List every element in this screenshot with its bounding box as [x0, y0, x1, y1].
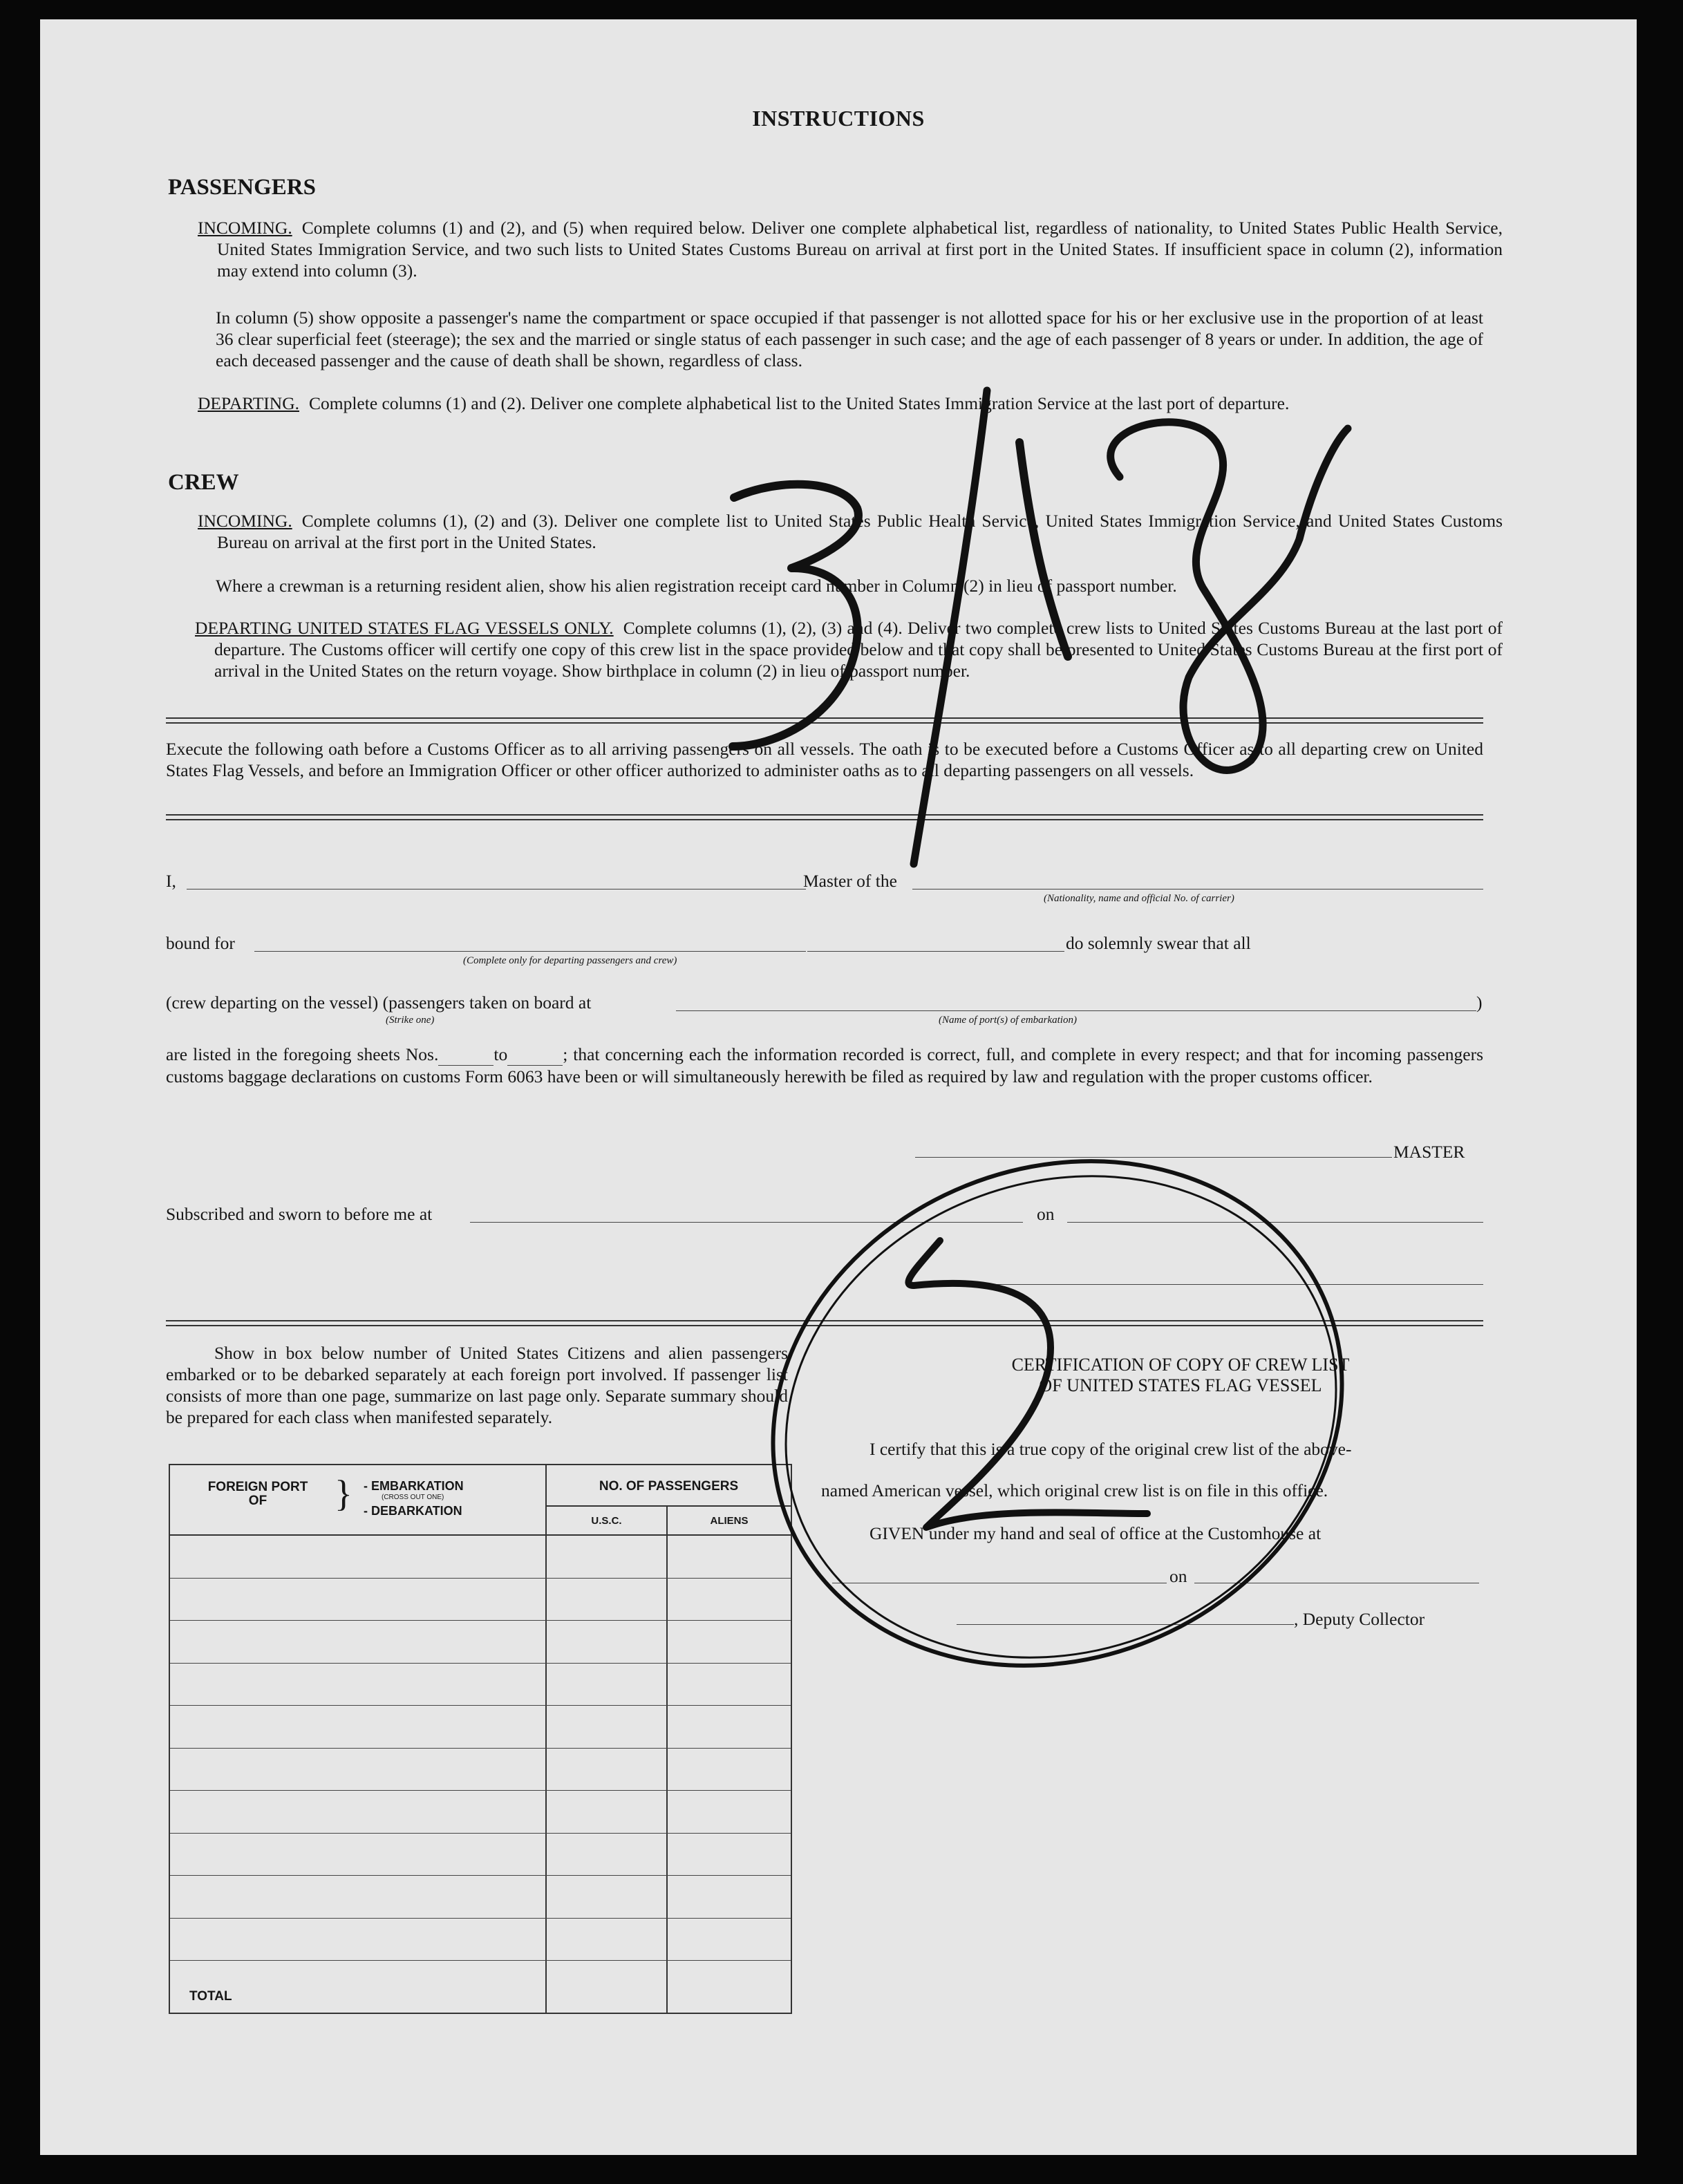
crew-departing-label-oath: (crew departing on the vessel) (passengers taken on board at	[166, 992, 592, 1013]
deputy-collector-label: , Deputy Collector	[1294, 1609, 1425, 1629]
i-label: I,	[166, 871, 176, 891]
sworn-on-label: on	[1037, 1204, 1055, 1224]
passengers-departing-text: Complete columns (1) and (2). Deliver one complete alphabetical list to the United States Immigration Service at the last port of departure.	[309, 393, 1290, 413]
brace-glyph: }	[335, 1473, 352, 1514]
passengers-column5-paragraph: In column (5) show opposite a passenger's name the compartment or space occupied if that passenger is not allotted space for his or her exclusive use in the proportion of at least 36 clear superficial feet (steerage); the sex and the married or single status of each passenger in such case; and the age of each passenger of 8 years or under. In addition, the age of each deceased passenger and the cause of death shall be shown, regardless of class.	[216, 308, 1483, 370]
certification-heading-line1: CERTIFICATION OF COPY OF CREW LIST	[1011, 1355, 1350, 1375]
master-label: MASTER	[1393, 1142, 1465, 1162]
passengers-heading: PASSENGERS	[168, 175, 316, 200]
swear-label: do solemnly swear that all	[1066, 933, 1251, 953]
crew-heading: CREW	[168, 470, 239, 495]
master-of-label: Master of the	[803, 871, 897, 891]
close-paren: )	[1476, 992, 1483, 1013]
crew-departing-label: DEPARTING UNITED STATES FLAG VESSELS ONLY.	[195, 618, 614, 638]
cross-out-label: (CROSS OUT ONE)	[382, 1494, 444, 1501]
subscribed-label: Subscribed and sworn to before me at	[166, 1204, 433, 1224]
crew-departing-text: Complete columns (1), (2), (3) and (4). Deliver two complete crew lists to United States Customs Bureau at the last port of departure. The Customs officer will certify one copy of this crew list in the space provided below and that copy shall be presented to United States Customs Bureau at the first port of arrival in the United States on the return voyage. Show birthplace in column (2) in lieu of passport number.	[214, 618, 1503, 681]
certification-line3: GIVEN under my hand and seal of office at the Customhouse at	[869, 1523, 1322, 1543]
passengers-departing-label: DEPARTING.	[198, 393, 299, 413]
page-title: INSTRUCTIONS	[752, 106, 925, 131]
carrier-caption: (Nationality, name and official No. of carrier)	[1044, 893, 1234, 904]
certification-line2: named American vessel, which original crew list is on file in this office.	[821, 1480, 1328, 1500]
foreign-port-label: FOREIGN PORT OF	[207, 1480, 308, 1508]
handwritten-sheet-number	[733, 390, 1348, 864]
strike-caption: (Strike one)	[386, 1015, 435, 1026]
ports-caption: (Name of port(s) of embarkation)	[939, 1015, 1077, 1026]
crew-resident-paragraph: Where a crewman is a returning resident alien, show his alien registration receipt card number in Column (2) in lieu of passport number.	[216, 576, 1177, 596]
summary-note: Show in box below number of United States Citizens and alien passengers embarked or to be debarked separately at each foreign port involved. If passenger list consists of more than one page, summarize on last page only. Separate summary should be prepared for each class when manifested separately.	[166, 1343, 788, 1427]
sheets-prefix: are listed in the foregoing sheets Nos.	[166, 1044, 439, 1064]
crew-incoming-text: Complete columns (1), (2) and (3). Deliver one complete list to United States Public Health Service, United States Immigration Service, and United States Customs Bureau on arrival at the first port in the United States.	[217, 511, 1503, 552]
certification-on-label: on	[1169, 1566, 1187, 1586]
crew-incoming-label: INCOMING.	[198, 511, 292, 531]
bound-for-label: bound for	[166, 933, 235, 953]
sheets-text: ; that concerning each the information recorded is correct, full, and complete in every respect; and that for incoming passengers customs baggage declarations on customs Form 6063 have been or will simultaneously herewith be filed as required by law and regulation with the proper customs officer.	[166, 1044, 1484, 1086]
certification-heading-line2: OF UNITED STATES FLAG VESSEL	[1039, 1375, 1322, 1395]
no-passengers-label: NO. OF PASSENGERS	[599, 1479, 739, 1494]
total-label: TOTAL	[189, 1989, 232, 2004]
embarkation-label: - EMBARKATION	[364, 1479, 464, 1493]
sheets-to: to	[493, 1044, 508, 1064]
bound-caption: (Complete only for departing passengers and crew)	[463, 955, 677, 966]
aliens-label: ALIENS	[710, 1515, 749, 1527]
certification-line1: I certify that this is a true copy of the original crew list of the above-	[869, 1439, 1352, 1459]
usc-label: U.S.C.	[591, 1515, 622, 1527]
passengers-incoming-text: Complete columns (1) and (2), and (5) when required below. Deliver one complete alphabetical list, regardless of nationality, to United States Public Health Service, United States Immigration Service, and two such lists to United States Customs Bureau on arrival at first port in the United States. If insufficient space in column (2), information may extend into column (3).	[217, 218, 1503, 281]
handwritten-circled-number	[697, 1077, 1419, 1750]
oath-instruction: Execute the following oath before a Customs Officer as to all arriving passengers on all vessels. The oath is to be executed before a Customs Officer as to all departing crew on United States Flag Vessels, and before an Immigration Officer or other officer authorized to administer oaths as to all departing passengers on all vessels.	[166, 739, 1483, 780]
debarkation-label: - DEBARKATION	[364, 1504, 462, 1518]
passengers-incoming-label: INCOMING.	[198, 218, 292, 238]
